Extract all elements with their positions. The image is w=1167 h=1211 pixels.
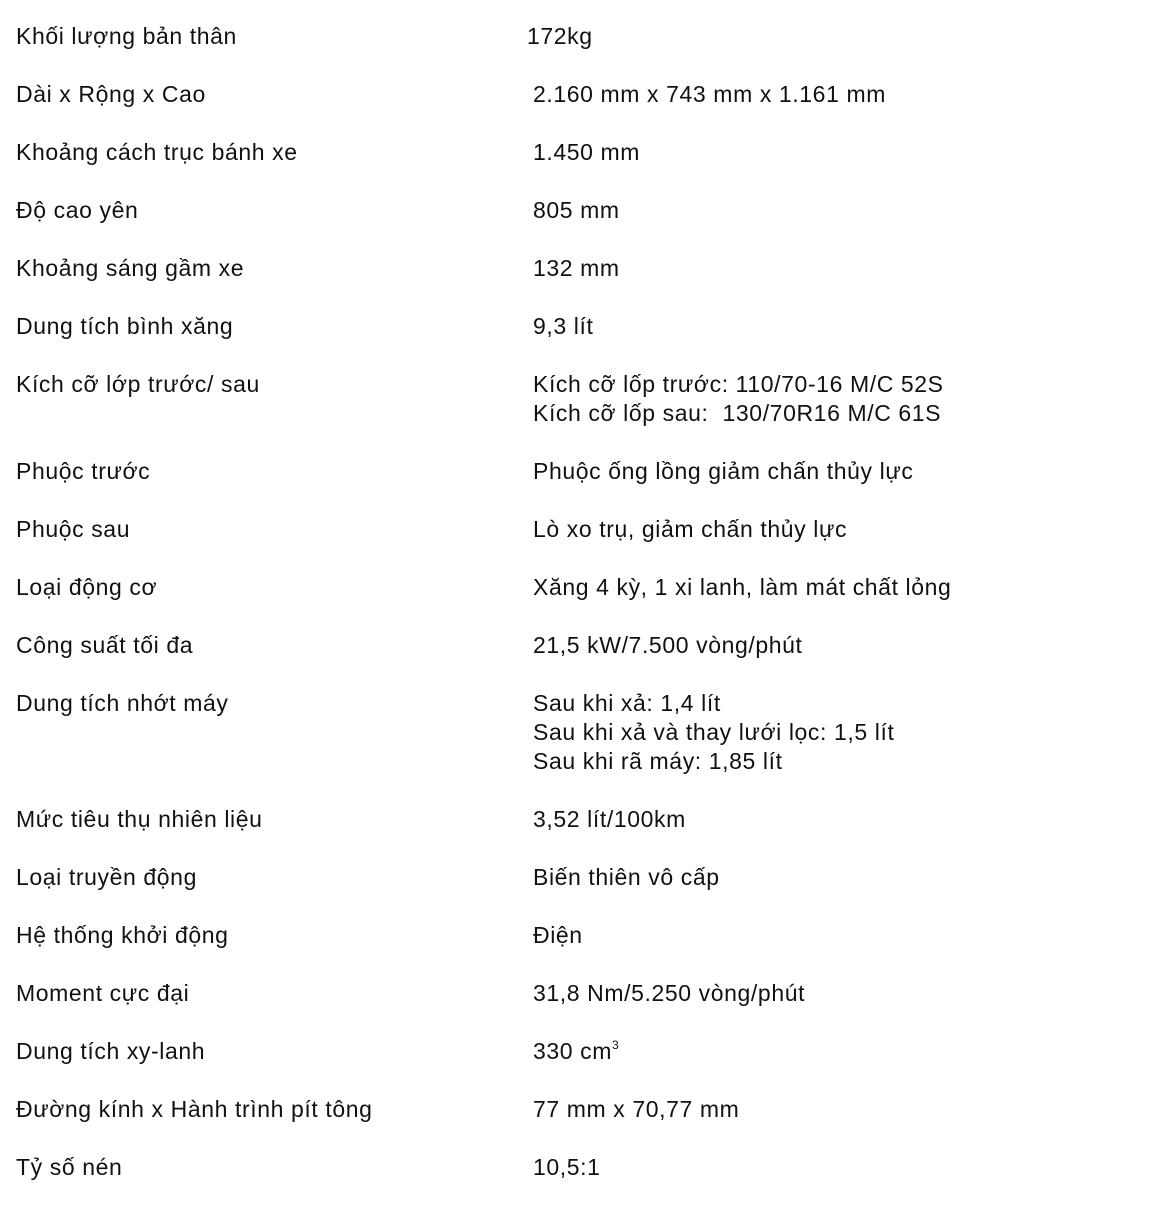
spec-value-line: Phuộc ống lồng giảm chấn thủy lực (533, 458, 914, 484)
spec-row-displacement (16, 1037, 1156, 1095)
spec-value-line: Lò xo trụ, giảm chấn thủy lực (533, 516, 848, 542)
spec-value (533, 138, 1156, 167)
spec-value (533, 979, 1156, 1008)
spec-value-line: 3,52 lít/100km (533, 806, 686, 832)
spec-row-rear-suspension (16, 515, 1156, 573)
spec-value (533, 457, 1156, 486)
spec-row-compression-ratio (16, 1153, 1156, 1211)
spec-label: Dung tích bình xăng (16, 313, 234, 339)
spec-value-line: 10,5:1 (533, 1154, 601, 1180)
spec-value (533, 196, 1156, 225)
spec-value-line: 77 mm x 70,77 mm (533, 1096, 740, 1122)
spec-row-starter (16, 921, 1156, 979)
spec-value-line: 805 mm (533, 197, 620, 223)
spec-value-line: 9,3 lít (533, 313, 594, 339)
spec-row-wheelbase (16, 138, 1156, 196)
spec-value-line: 21,5 kW/7.500 vòng/phút (533, 632, 803, 658)
spec-value-line: Điện (533, 922, 583, 948)
spec-row-fuel-consumption (16, 805, 1156, 863)
spec-value (533, 573, 1156, 602)
spec-value-line: Sau khi rã máy: 1,85 lít (533, 748, 783, 774)
spec-row-dimensions (16, 80, 1156, 138)
spec-value-line: 2.160 mm x 743 mm x 1.161 mm (533, 81, 886, 107)
spec-label: Khối lượng bản thân (16, 23, 237, 49)
spec-label: Dung tích nhớt máy (16, 690, 229, 716)
spec-value-line: 172kg (527, 23, 593, 49)
spec-label: Đường kính x Hành trình pít tông (16, 1096, 373, 1122)
spec-value (533, 863, 1156, 892)
spec-value (533, 312, 1156, 341)
spec-value-line: Sau khi xả: 1,4 lít (533, 690, 721, 716)
spec-row-front-suspension (16, 457, 1156, 515)
spec-label: Phuộc sau (16, 516, 131, 542)
spec-value-line: 31,8 Nm/5.250 vòng/phút (533, 980, 806, 1006)
spec-row-curb-weight (16, 22, 1156, 80)
spec-value (533, 1037, 1156, 1066)
spec-label: Độ cao yên (16, 197, 139, 223)
spec-value-line (533, 1037, 1156, 1066)
spec-label: Công suất tối đa (16, 632, 194, 658)
spec-value (533, 805, 1156, 834)
spec-row-ground-clearance (16, 254, 1156, 312)
spec-label: Loại động cơ (16, 574, 158, 600)
spec-row-bore-stroke (16, 1095, 1156, 1153)
spec-value (527, 22, 1156, 51)
spec-row-transmission (16, 863, 1156, 921)
spec-label: Dung tích xy-lanh (16, 1038, 206, 1064)
spec-row-engine-oil (16, 689, 1156, 805)
superscript-exponent: 3 (612, 1038, 620, 1052)
spec-value (533, 254, 1156, 283)
spec-value-line: Sau khi xả và thay lưới lọc: 1,5 lít (533, 719, 895, 745)
spec-value (533, 515, 1156, 544)
spec-value (533, 1095, 1156, 1124)
spec-value (533, 370, 1156, 428)
spec-label: Khoảng cách trục bánh xe (16, 139, 298, 165)
spec-value-line: 132 mm (533, 255, 620, 281)
spec-label: Phuộc trước (16, 458, 151, 484)
spec-value-text: 330 cm (533, 1038, 613, 1064)
spec-value (533, 689, 1156, 776)
spec-row-max-torque (16, 979, 1156, 1037)
spec-label: Mức tiêu thụ nhiên liệu (16, 806, 263, 832)
spec-value (533, 631, 1156, 660)
spec-value-line: 1.450 mm (533, 139, 641, 165)
spec-label: Tỷ số nén (16, 1154, 123, 1180)
spec-label: Moment cực đại (16, 980, 190, 1006)
spec-label: Dài x Rộng x Cao (16, 81, 206, 107)
spec-value-line: Kích cỡ lốp sau: 130/70R16 M/C 61S (533, 400, 942, 426)
spec-value-line: Biến thiên vô cấp (533, 864, 720, 890)
spec-value-line: Kích cỡ lốp trước: 110/70-16 M/C 52S (533, 371, 944, 397)
spec-value (533, 80, 1156, 109)
spec-value (533, 1153, 1156, 1182)
spec-table (16, 22, 1156, 1211)
spec-row-max-power (16, 631, 1156, 689)
spec-label: Khoảng sáng gầm xe (16, 255, 245, 281)
spec-value-line: Xăng 4 kỳ, 1 xi lanh, làm mát chất lỏng (533, 574, 952, 600)
spec-value (533, 921, 1156, 950)
spec-label: Hệ thống khởi động (16, 922, 229, 948)
spec-label: Kích cỡ lớp trước/ sau (16, 371, 260, 397)
spec-row-seat-height (16, 196, 1156, 254)
spec-row-tire-size (16, 370, 1156, 457)
spec-label: Loại truyền động (16, 864, 197, 890)
spec-row-engine-type (16, 573, 1156, 631)
spec-row-fuel-tank (16, 312, 1156, 370)
